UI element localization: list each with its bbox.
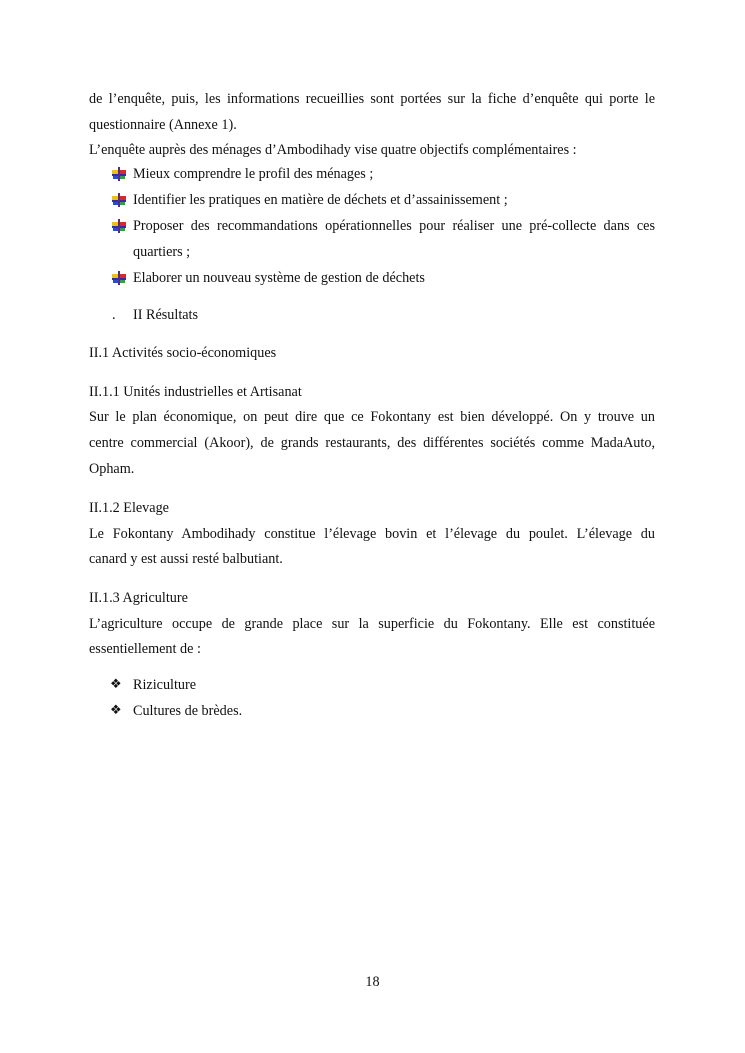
industry-line-3: Opham. bbox=[89, 461, 135, 477]
diamond-bullet-icon: ❖ bbox=[110, 703, 122, 718]
section-marker: . bbox=[112, 307, 116, 323]
agriculture-item-2: Cultures de brèdes. bbox=[133, 703, 243, 719]
heading-agriculture: II.1.3 Agriculture bbox=[89, 590, 188, 606]
objective-item-2: Identifier les pratiques en matière de déchets et d’assainissement ; bbox=[133, 192, 508, 208]
flag-bullet-icon bbox=[112, 271, 126, 285]
industry-line-1: Sur le plan économique, on peut dire que ce Fokontany est bien développé. On y trouve un bbox=[89, 409, 655, 425]
agriculture-line-2: essentiellement de : bbox=[89, 641, 201, 657]
agriculture-line-1: L’agriculture occupe de grande place sur la superficie du Fokontany. Elle est constituée bbox=[89, 616, 655, 632]
page-number: 18 bbox=[365, 974, 380, 990]
objective-item-3-line-2: quartiers ; bbox=[133, 244, 191, 260]
flag-bullet-icon bbox=[112, 219, 126, 233]
industry-line-2: centre commercial (Akoor), de grands restaurants, des différentes sociétés comme MadaAuto, bbox=[89, 435, 655, 451]
objective-item-3-line-1: Proposer des recommandations opérationnelles pour réaliser une pré-collecte dans ces bbox=[133, 218, 655, 234]
intro-line-3: L’enquête auprès des ménages d’Ambodihady vise quatre objectifs complémentaires : bbox=[89, 142, 577, 158]
intro-line-1: de l’enquête, puis, les informations recueillies sont portées sur la fiche d’enquête qui porte le bbox=[89, 91, 655, 107]
elevage-line-1: Le Fokontany Ambodihady constitue l’élevage bovin et l’élevage du poulet. L’élevage du bbox=[89, 526, 655, 542]
objective-item-1: Mieux comprendre le profil des ménages ; bbox=[133, 166, 374, 182]
intro-line-2: questionnaire (Annexe 1). bbox=[89, 117, 237, 133]
heading-elevage: II.1.2 Elevage bbox=[89, 500, 169, 516]
heading-industry: II.1.1 Unités industrielles et Artisanat bbox=[89, 384, 302, 400]
agriculture-item-1: Riziculture bbox=[133, 677, 197, 693]
diamond-bullet-icon: ❖ bbox=[110, 677, 122, 692]
section-title-results: II Résultats bbox=[133, 307, 199, 323]
heading-activities: II.1 Activités socio-économiques bbox=[89, 345, 277, 361]
elevage-line-2: canard y est aussi resté balbutiant. bbox=[89, 551, 283, 567]
objective-item-4: Elaborer un nouveau système de gestion de déchets bbox=[133, 270, 425, 286]
flag-bullet-icon bbox=[112, 167, 126, 181]
flag-bullet-icon bbox=[112, 193, 126, 207]
